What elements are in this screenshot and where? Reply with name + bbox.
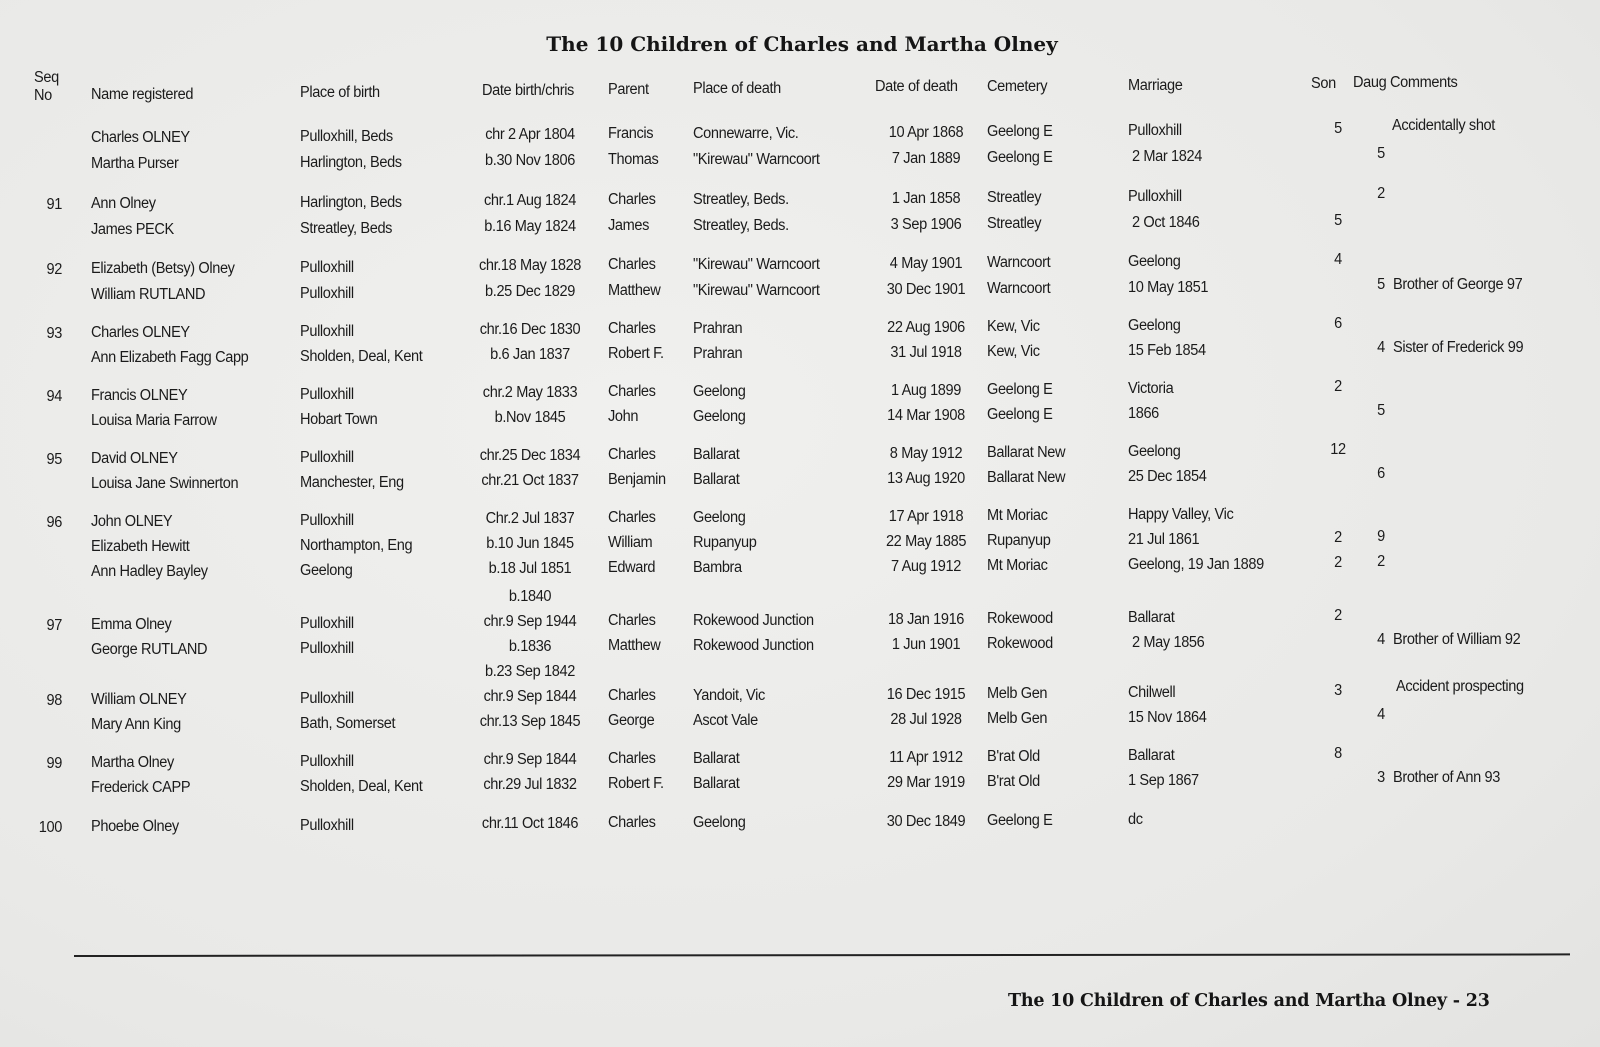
cell-cemetery: Ballarat New bbox=[987, 444, 1066, 461]
header-date-birth: Date birth/chris bbox=[482, 82, 574, 99]
cell-birthplace: Sholden, Deal, Kent bbox=[300, 348, 423, 365]
cell-daug: 4 bbox=[1377, 339, 1385, 356]
cell-marriage: Chilwell bbox=[1128, 684, 1176, 701]
cell-deathplace: Geelong bbox=[693, 814, 746, 831]
cell-birthplace: Pulloxhill bbox=[300, 753, 354, 770]
cell-name: William OLNEY bbox=[91, 691, 187, 708]
footer-divider bbox=[74, 953, 1570, 957]
cell-cemetery: Streatley bbox=[987, 215, 1042, 232]
cell-born: chr 2 Apr 1804 bbox=[485, 126, 575, 143]
cell-born: chr.9 Sep 1944 bbox=[483, 613, 577, 630]
cell-parent: Charles bbox=[608, 256, 656, 273]
cell-name: Louisa Jane Swinnerton bbox=[91, 475, 239, 492]
cell-daug: 2 bbox=[1377, 185, 1385, 202]
cell-name: Ann Hadley Bayley bbox=[91, 563, 208, 580]
cell-deathplace: Geelong bbox=[693, 383, 746, 400]
cell-cemetery: Geelong E bbox=[987, 406, 1053, 423]
cell-daug: 4 bbox=[1377, 706, 1385, 723]
cell-parent: Charles bbox=[608, 320, 656, 337]
cell-comment: Accident prospecting bbox=[1396, 678, 1524, 695]
cell-comment: Sister of Frederick 99 bbox=[1393, 339, 1524, 356]
cell-name: David OLNEY bbox=[91, 450, 178, 467]
cell-cemetery: Kew, Vic bbox=[987, 318, 1040, 335]
cell-birthplace: Northampton, Eng bbox=[300, 537, 413, 554]
cell-birthplace: Sholden, Deal, Kent bbox=[300, 778, 423, 795]
cell-born: Chr.2 Jul 1837 bbox=[485, 510, 575, 527]
cell-birthplace: Pulloxhill bbox=[300, 817, 354, 834]
cell-seq: 99 bbox=[46, 755, 62, 772]
cell-born: b.18 Jul 1851 bbox=[488, 560, 572, 577]
header-seq: Seq bbox=[34, 69, 59, 86]
cell-birthplace: Manchester, Eng bbox=[300, 474, 404, 491]
cell-marriage: 1 Sep 1867 bbox=[1128, 772, 1199, 789]
cell-deathplace: "Kirewau" Warncoort bbox=[693, 256, 820, 273]
cell-marriage: Geelong bbox=[1128, 317, 1181, 334]
cell-name: Ann Olney bbox=[91, 195, 156, 212]
cell-birthplace: Pulloxhill bbox=[300, 615, 354, 632]
cell-born: chr.13 Sep 1845 bbox=[479, 713, 581, 730]
cell-cemetery: Mt Moriac bbox=[987, 557, 1048, 574]
cell-son: 3 bbox=[1334, 682, 1342, 699]
cell-died: 3 Sep 1906 bbox=[890, 216, 962, 233]
cell-died: 28 Jul 1928 bbox=[890, 711, 962, 728]
cell-cemetery: Geelong E bbox=[987, 149, 1053, 166]
cell-died: 29 Mar 1919 bbox=[887, 774, 965, 791]
cell-birthplace: Pulloxhill bbox=[300, 386, 354, 403]
cell-son: 5 bbox=[1334, 120, 1342, 137]
page-title-text: The 10 Children of Charles and Martha Olney bbox=[546, 32, 1058, 56]
cell-name: James PECK bbox=[91, 221, 174, 238]
cell-marriage: 15 Feb 1854 bbox=[1128, 342, 1206, 359]
cell-deathplace: Rokewood Junction bbox=[693, 637, 814, 654]
cell-parent: Matthew bbox=[608, 637, 661, 654]
cell-name: Charles OLNEY bbox=[91, 129, 190, 146]
cell-died: 31 Jul 1918 bbox=[890, 344, 962, 361]
cell-died: 22 May 1885 bbox=[885, 533, 967, 550]
cell-died: 10 Apr 1868 bbox=[888, 124, 964, 141]
cell-deathplace: Connewarre, Vic. bbox=[693, 125, 799, 142]
cell-marriage: Victoria bbox=[1128, 380, 1174, 397]
cell-seq: 96 bbox=[46, 514, 62, 531]
cell-birthplace: Pulloxhill bbox=[300, 323, 354, 340]
cell-parent: Charles bbox=[608, 446, 656, 463]
cell-birthplace: Pulloxhill bbox=[300, 640, 354, 657]
cell-born: b.25 Dec 1829 bbox=[485, 283, 575, 300]
cell-comment: Brother of William 92 bbox=[1393, 631, 1521, 648]
cell-son: 5 bbox=[1334, 212, 1342, 229]
cell-deathplace: Geelong bbox=[693, 408, 746, 425]
cell-seq: 100 bbox=[38, 819, 62, 836]
cell-seq: 97 bbox=[46, 617, 62, 634]
cell-name: Charles OLNEY bbox=[91, 324, 190, 341]
cell-died: 30 Dec 1849 bbox=[886, 813, 966, 830]
cell-deathplace: Ascot Vale bbox=[693, 712, 758, 729]
cell-marriage: Geelong, 19 Jan 1889 bbox=[1128, 556, 1264, 573]
cell-died: 30 Dec 1901 bbox=[886, 281, 966, 298]
cell-daug: 9 bbox=[1377, 528, 1385, 545]
cell-marriage: Ballarat bbox=[1128, 747, 1175, 764]
header-marriage: Marriage bbox=[1128, 77, 1183, 94]
cell-name: Emma Olney bbox=[91, 616, 172, 633]
cell-daug: 5 bbox=[1377, 276, 1385, 293]
cell-born: b.10 Jun 1845 bbox=[486, 535, 574, 552]
cell-born: chr.29 Jul 1832 bbox=[483, 776, 577, 793]
cell-name: Mary Ann King bbox=[91, 716, 181, 733]
cell-born: chr.11 Oct 1846 bbox=[481, 815, 579, 832]
cell-birthplace: Pulloxhill bbox=[300, 512, 354, 529]
cell-cemetery: Melb Gen bbox=[987, 685, 1048, 702]
cell-born: chr.1 Aug 1824 bbox=[484, 192, 576, 209]
cell-cemetery: Geelong E bbox=[987, 381, 1053, 398]
cell-birthplace: Pulloxhill bbox=[300, 449, 354, 466]
cell-born: chr.9 Sep 1844 bbox=[483, 688, 577, 705]
cell-born: chr.21 Oct 1837 bbox=[481, 472, 579, 489]
cell-marriage: 10 May 1851 bbox=[1128, 279, 1209, 296]
cell-died: 1 Jan 1858 bbox=[891, 190, 961, 207]
cell-died: 14 Mar 1908 bbox=[887, 407, 965, 424]
cell-birthplace: Bath, Somerset bbox=[300, 715, 396, 732]
cell-marriage: Ballarat bbox=[1128, 609, 1175, 626]
cell-birthplace: Pulloxhill, Beds bbox=[300, 128, 393, 145]
header-date-of-death: Date of death bbox=[875, 78, 958, 95]
cell-cemetery: B'rat Old bbox=[987, 748, 1040, 765]
cell-parent: Charles bbox=[608, 814, 656, 831]
cell-born: chr.18 May 1828 bbox=[478, 257, 582, 274]
cell-deathplace: "Kirewau" Warncoort bbox=[693, 282, 820, 299]
cell-marriage: 2 Oct 1846 bbox=[1132, 214, 1200, 231]
cell-name: George RUTLAND bbox=[91, 641, 208, 658]
cell-marriage: dc bbox=[1128, 811, 1143, 828]
cell-parent: William bbox=[608, 534, 653, 551]
cell-daug: 5 bbox=[1377, 145, 1385, 162]
cell-parent: John bbox=[608, 408, 639, 425]
cell-deathplace: Bambra bbox=[693, 559, 742, 576]
cell-cemetery: Geelong E bbox=[987, 123, 1053, 140]
cell-cemetery: Warncoort bbox=[987, 254, 1051, 271]
cell-deathplace: Prahran bbox=[693, 345, 743, 362]
cell-deathplace: Streatley, Beds. bbox=[693, 217, 789, 234]
cell-son: 8 bbox=[1334, 745, 1342, 762]
cell-marriage: 21 Jul 1861 bbox=[1128, 531, 1200, 548]
cell-born: b.16 May 1824 bbox=[484, 218, 576, 235]
cell-birthplace: Pulloxhill bbox=[300, 285, 354, 302]
cell-parent: James bbox=[608, 217, 650, 234]
cell-deathplace: Rokewood Junction bbox=[693, 612, 814, 629]
cell-parent: Robert F. bbox=[608, 775, 664, 792]
cell-parent: Charles bbox=[608, 509, 656, 526]
cell-cemetery: B'rat Old bbox=[987, 773, 1040, 790]
cell-marriage: 2 May 1856 bbox=[1132, 634, 1205, 651]
cell-parent: Matthew bbox=[608, 282, 661, 299]
cell-son: 6 bbox=[1334, 315, 1342, 332]
cell-son: 2 bbox=[1334, 378, 1342, 395]
cell-marriage: 2 Mar 1824 bbox=[1132, 148, 1202, 165]
cell-born: b.30 Nov 1806 bbox=[485, 152, 575, 169]
cell-name: Phoebe Olney bbox=[91, 818, 179, 835]
cell-parent: Charles bbox=[608, 191, 656, 208]
cell-marriage: Pulloxhill bbox=[1128, 188, 1182, 205]
cell-cemetery: Warncoort bbox=[987, 280, 1051, 297]
cell-deathplace: Rupanyup bbox=[693, 534, 757, 551]
cell-died: 22 Aug 1906 bbox=[887, 319, 965, 336]
cell-comment: Accidentally shot bbox=[1392, 117, 1495, 134]
cell-died: 16 Dec 1915 bbox=[886, 686, 966, 703]
cell-parent: Francis bbox=[608, 125, 654, 142]
cell-marriage: 25 Dec 1854 bbox=[1128, 468, 1207, 485]
cell-cemetery: Rokewood bbox=[987, 635, 1053, 652]
cell-died: 17 Apr 1918 bbox=[888, 508, 964, 525]
cell-deathplace: Ballarat bbox=[693, 775, 740, 792]
cell-marriage: Happy Valley, Vic bbox=[1128, 506, 1234, 523]
cell-cemetery: Geelong E bbox=[987, 812, 1053, 829]
cell-died: 1 Aug 1899 bbox=[890, 382, 961, 399]
cell-name: William RUTLAND bbox=[91, 286, 206, 303]
cell-son: 12 bbox=[1330, 441, 1346, 458]
cell-parent: Charles bbox=[608, 750, 656, 767]
cell-cemetery: Kew, Vic bbox=[987, 343, 1040, 360]
cell-deathplace: "Kirewau" Warncoort bbox=[693, 151, 820, 168]
cell-seq: 91 bbox=[46, 196, 62, 213]
cell-cemetery: Melb Gen bbox=[987, 710, 1048, 727]
cell-name: Martha Olney bbox=[91, 754, 174, 771]
cell-marriage: 15 Nov 1864 bbox=[1128, 709, 1207, 726]
cell-born-pre: b.23 Sep 1842 bbox=[485, 663, 575, 680]
cell-name: Martha Purser bbox=[91, 155, 179, 172]
cell-parent: Benjamin bbox=[608, 471, 666, 488]
cell-deathplace: Ballarat bbox=[693, 471, 740, 488]
cell-name: Louisa Maria Farrow bbox=[91, 412, 217, 429]
cell-deathplace: Geelong bbox=[693, 509, 746, 526]
cell-birthplace: Pulloxhill bbox=[300, 259, 354, 276]
header-name: Name registered bbox=[91, 86, 194, 103]
cell-marriage: Geelong bbox=[1128, 253, 1181, 270]
cell-son: 2 bbox=[1334, 607, 1342, 624]
cell-born: chr.9 Sep 1844 bbox=[483, 751, 577, 768]
header-no: No bbox=[34, 87, 52, 104]
cell-died: 11 Apr 1912 bbox=[889, 749, 963, 766]
cell-cemetery: Mt Moriac bbox=[987, 507, 1048, 524]
cell-born: b.1836 bbox=[508, 638, 552, 655]
cell-died: 8 May 1912 bbox=[889, 445, 963, 462]
cell-parent: Charles bbox=[608, 383, 656, 400]
cell-daug: 2 bbox=[1377, 553, 1385, 570]
cell-name: Francis OLNEY bbox=[91, 387, 188, 404]
cell-born-pre: b.1840 bbox=[508, 588, 552, 605]
cell-born: b.Nov 1845 bbox=[494, 409, 566, 426]
cell-marriage: 1866 bbox=[1128, 405, 1159, 422]
cell-son: 4 bbox=[1334, 251, 1342, 268]
cell-died: 1 Jun 1901 bbox=[891, 636, 961, 653]
cell-deathplace: Yandoit, Vic bbox=[693, 687, 765, 704]
header-son: Son bbox=[1311, 75, 1336, 92]
cell-deathplace: Streatley, Beds. bbox=[693, 191, 789, 208]
cell-cemetery: Rupanyup bbox=[987, 532, 1051, 549]
cell-comment: Brother of Ann 93 bbox=[1393, 769, 1501, 786]
cell-seq: 93 bbox=[46, 325, 62, 342]
cell-birthplace: Streatley, Beds bbox=[300, 220, 393, 237]
cell-marriage: Pulloxhill bbox=[1128, 122, 1182, 139]
header-place-of-birth: Place of birth bbox=[300, 84, 380, 101]
cell-seq: 92 bbox=[46, 261, 62, 278]
header-cemetery: Cemetery bbox=[987, 78, 1048, 95]
cell-birthplace: Hobart Town bbox=[300, 411, 378, 428]
cell-daug: 6 bbox=[1377, 465, 1385, 482]
cell-daug: 4 bbox=[1377, 631, 1385, 648]
cell-born: chr.2 May 1833 bbox=[482, 384, 578, 401]
cell-name: Ann Elizabeth Fagg Capp bbox=[91, 349, 249, 366]
cell-deathplace: Ballarat bbox=[693, 446, 740, 463]
cell-daug: 5 bbox=[1377, 402, 1385, 419]
cell-seq: 95 bbox=[46, 451, 62, 468]
page-footer: The 10 Children of Charles and Martha Olney - 23 bbox=[1008, 991, 1490, 1011]
cell-parent: George bbox=[608, 712, 655, 729]
cell-marriage: Geelong bbox=[1128, 443, 1181, 460]
cell-birthplace: Geelong bbox=[300, 562, 353, 579]
cell-born: chr.25 Dec 1834 bbox=[479, 447, 581, 464]
cell-name: Elizabeth (Betsy) Olney bbox=[91, 260, 235, 277]
cell-seq: 98 bbox=[46, 692, 62, 709]
cell-seq: 94 bbox=[46, 388, 62, 405]
cell-birthplace: Harlington, Beds bbox=[300, 194, 402, 211]
cell-parent: Charles bbox=[608, 612, 656, 629]
cell-comment: Brother of George 97 bbox=[1393, 276, 1523, 293]
cell-name: Frederick CAPP bbox=[91, 779, 191, 796]
cell-parent: Charles bbox=[608, 687, 656, 704]
cell-cemetery: Streatley bbox=[987, 189, 1042, 206]
cell-cemetery: Ballarat New bbox=[987, 469, 1066, 486]
cell-died: 4 May 1901 bbox=[889, 255, 963, 272]
cell-parent: Robert F. bbox=[608, 345, 664, 362]
cell-daug: 3 bbox=[1377, 769, 1385, 786]
cell-son: 2 bbox=[1334, 529, 1342, 546]
cell-died: 18 Jan 1916 bbox=[887, 611, 965, 628]
cell-name: Elizabeth Hewitt bbox=[91, 538, 190, 555]
cell-died: 13 Aug 1920 bbox=[887, 470, 965, 487]
cell-died: 7 Aug 1912 bbox=[890, 558, 961, 575]
cell-name: John OLNEY bbox=[91, 513, 173, 530]
cell-parent: Edward bbox=[608, 559, 656, 576]
header-place-of-death: Place of death bbox=[693, 80, 781, 97]
cell-birthplace: Harlington, Beds bbox=[300, 154, 402, 171]
cell-died: 7 Jan 1889 bbox=[891, 150, 961, 167]
header-daug-comments: Daug Comments bbox=[1353, 74, 1458, 91]
cell-birthplace: Pulloxhill bbox=[300, 690, 354, 707]
cell-deathplace: Prahran bbox=[693, 320, 743, 337]
cell-cemetery: Rokewood bbox=[987, 610, 1053, 627]
cell-born: chr.16 Dec 1830 bbox=[479, 321, 581, 338]
page-title bbox=[0, 32, 1600, 56]
header-parent: Parent bbox=[608, 81, 649, 98]
cell-parent: Thomas bbox=[608, 151, 659, 168]
cell-son: 2 bbox=[1334, 554, 1342, 571]
cell-deathplace: Ballarat bbox=[693, 750, 740, 767]
cell-born: b.6 Jan 1837 bbox=[490, 346, 570, 363]
